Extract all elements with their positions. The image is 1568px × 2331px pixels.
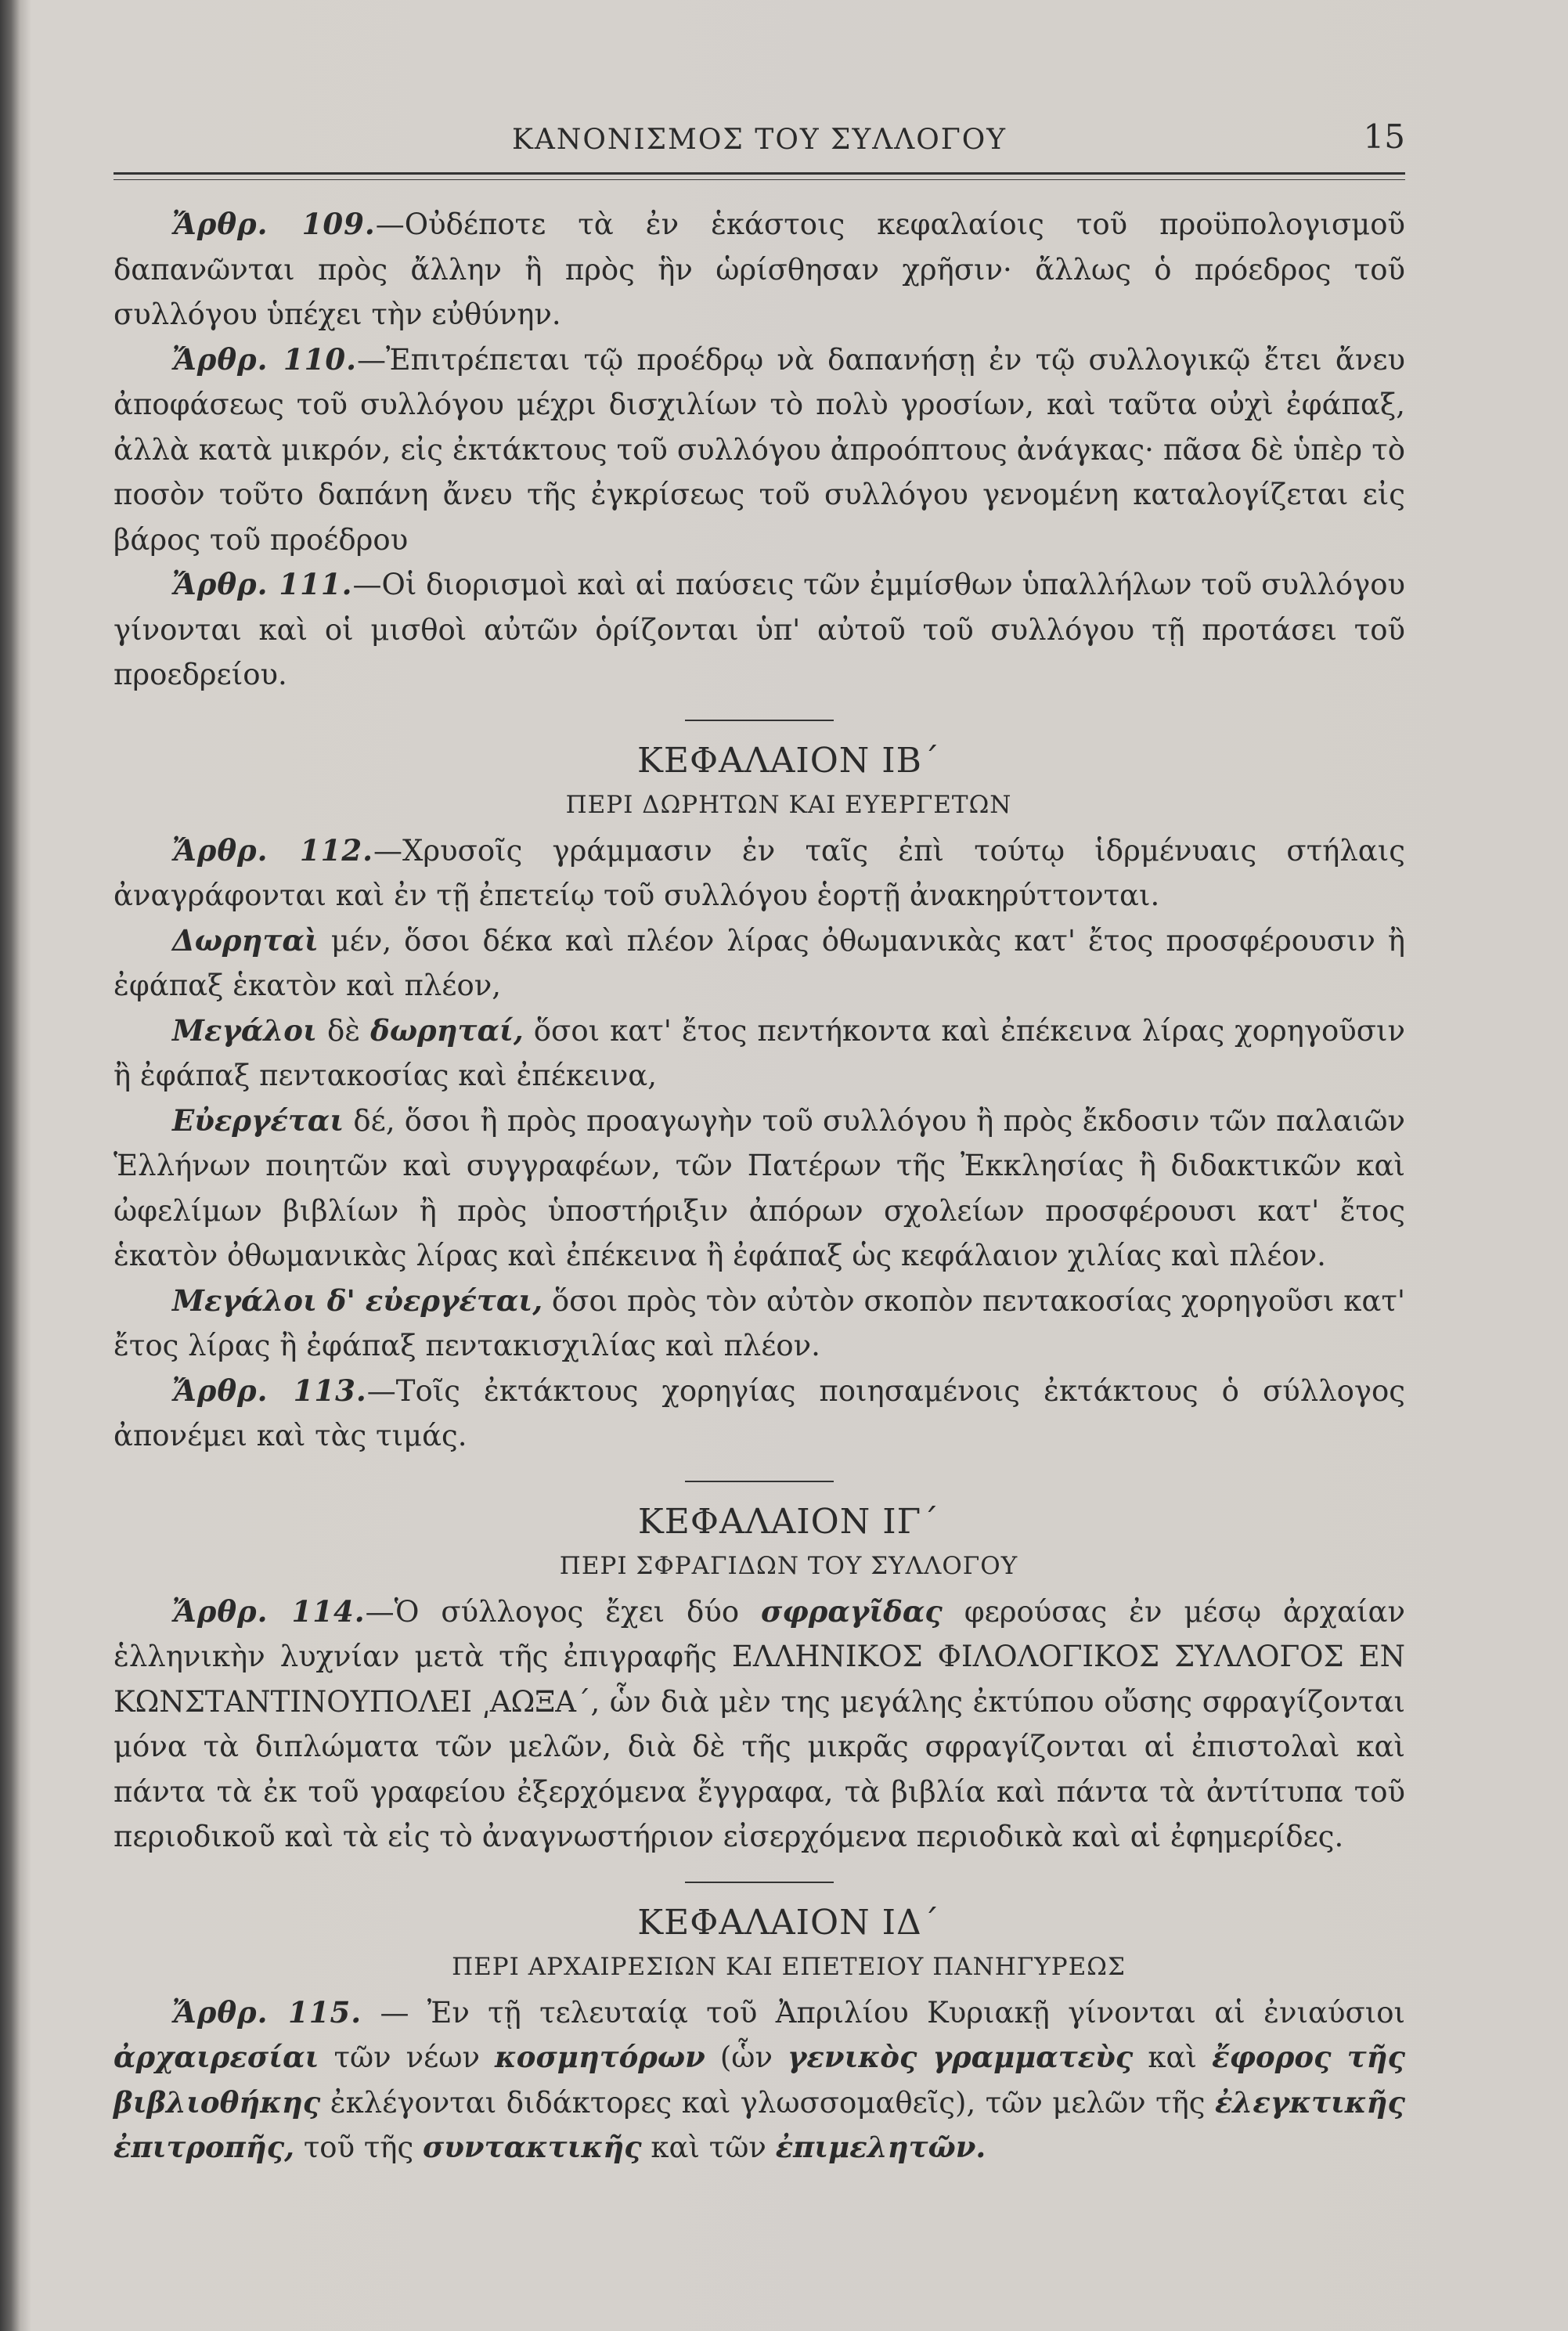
article-label: Ἄρθρ. 112. [172,832,373,868]
section-divider [685,720,834,721]
section-divider [685,1481,834,1482]
article-112 [114,828,1405,918]
keyword: κοσμητόρων [495,2040,705,2074]
keyword: ἐλεγκτικῆς ἐπιτροπῆς, [114,2084,1405,2164]
keyword: ἐπιμελητῶν. [775,2130,986,2164]
article-text: (ὧν [705,2041,788,2074]
article-110 [114,337,1405,563]
article-text: —Χρυσοῖς γράμμασιν ἐν ταῖς ἐπὶ τούτῳ ἱδρμένυαις στήλαις ἀναγράφονται καὶ ἐν τῇ ἐπετείῳ τοῦ συλλόγου ἑορτῇ ἀνακηρύττονται. [114,833,1405,912]
article-text: τοῦ τῆς [294,2131,423,2164]
article-label: Ἄρθρ. 111. [172,567,353,601]
article-label: Ἄρθρ. 110. [172,341,358,377]
article-112-great-donors [114,1009,1405,1099]
chapter-title: ΚΕΦΑΛΑΙΟΝ ΙΔ΄ [637,1902,940,1943]
page-number: 15 [1363,117,1405,156]
keyword: Μεγάλοι [172,1012,317,1048]
article-label: Ἄρθρ. 109. [172,207,376,241]
body-text [114,202,1405,2170]
article-label: Ἄρθρ. 114. [172,1593,366,1629]
article-text: ὅσοι πρὸς τὸν αὐτὸν σκοπὸν πεντακοσίας χορηγοῦσι κατ' ἔτος λίρας ἢ ἐφάπαξ πεντακισχιλίας καὶ πλέον. [114,1283,1405,1362]
article-text: —Ἐπιτρέπεται τῷ προέδρῳ νὰ δαπανήσῃ ἐν τῷ συλλογικῷ ἔτει ἄνευ ἀποφάσεως τοῦ συλλόγου μέχρι δισχιλίων τὸ πολὺ γροσίων, καὶ ταῦτα οὐχὶ ἐφάπαξ, ἀλλὰ κατὰ μικρόν, εἰς ἐκτάκτους τοῦ συλλόγου ἀπροόπτους ἀνάγκας· πᾶσα δὲ ὑπὲρ τὸ ποσὸν τοῦτο δαπάνη ἄνευ τῆς ἐγκρίσεως τοῦ συλλόγου γενομένη καταλογίζεται εἰς βάρος τοῦ προέδρου [114,342,1405,557]
article-text: —Οὐδέποτε τὰ ἐν ἑκάστοις κεφαλαίοις τοῦ προϋπολογισμοῦ δαπανῶνται πρὸς ἄλλην ἢ πρὸς ἣν ὡρίσθησαν χρῆσιν· ἄλλως ὁ πρόεδρος τοῦ συλλόγου ὑπέχει τὴν εὐθύνην. [114,207,1405,331]
article-112-donors [114,918,1405,1009]
keyword: Εὐεργέται [172,1102,344,1138]
keyword: συντακτικῆς [422,2130,642,2164]
article-text: τῶν νέων [319,2041,496,2074]
article-text: ὅσοι κατ' ἔτος πεντήκοντα καὶ ἐπέκεινα λίρας χορηγοῦσιν ἢ ἐφάπαξ πεντακοσίας καὶ ἐπέκεινα, [114,1013,1405,1092]
article-109 [114,202,1405,337]
keyword: ἔφορος τῆς βιβλιοθήκης [114,2040,1406,2120]
header-rule [114,172,1405,180]
chapter-subtitle: ΠΕΡΙ ΑΡΧΑΙΡΕΣΙΩΝ ΚΑΙ ΕΠΕΤΕΙΟΥ ΠΑΝΗΓΥΡΕΩΣ [452,1953,1126,1981]
article-112-benefactors [114,1099,1405,1279]
article-text: —Οἱ διορισμοὶ καὶ αἱ παύσεις τῶν ἐμμίσθων ὑπαλλήλων τοῦ συλλόγου γίνονται καὶ οἱ μισθοὶ αὐτῶν ὁρίζονται ὑπ' αὐτοῦ τοῦ συλλόγου τῇ προτάσει τοῦ προεδρείου. [114,568,1406,691]
article-113 [114,1369,1405,1459]
keyword: Δωρηταὶ [172,922,319,958]
article-text: δὲ [316,1013,371,1048]
chapter-title: ΚΕΦΑΛΑΙΟΝ ΙΒ΄ [636,740,941,781]
article-text: ἐκλέγονται διδάκτορες καὶ γλωσσομαθεῖς), τῶν μελῶν τῆς [320,2085,1215,2120]
article-111 [114,562,1405,698]
keyword: ἀρχαιρεσίαι [114,2040,319,2074]
article-text: καὶ [1133,2041,1213,2074]
article-114 [114,1589,1405,1860]
chapter-subtitle: ΠΕΡΙ ΣΦΡΑΓΙΔΩΝ ΤΟΥ ΣΥΛΛΟΓΟΥ [559,1552,1018,1580]
article-text: καὶ τῶν [641,2131,776,2164]
article-115 [114,1990,1405,2170]
article-text: —Τοῖς ἐκτάκτους χορηγίας ποιησαμένοις ἐκτάκτους ὁ σύλλογος ἀπονέμει καὶ τὰς τιμάς. [114,1373,1405,1452]
article-text: μέν, ὅσοι δέκα καὶ πλέον λίρας ὀθωμανικὰς κατ' ἔτος προσφέρουσιν ἢ ἐφάπαξ ἑκατὸν καὶ πλέον, [114,923,1405,1002]
article-label: Ἄρθρ. 115. [172,1994,362,2030]
chapter-title: ΚΕΦΑΛΑΙΟΝ ΙΓ΄ [637,1501,940,1542]
article-text: φερούσας ἐν μέσῳ ἀρχαίαν ἑλληνικὴν λυχνίαν μετὰ τῆς ἐπιγραφῆς ΕΛΛΗΝΙΚΟΣ ΦΙΛΟΛΟΓΙΚΟΣ ΣΥΛΛΟΓΟΣ ΕΝ ΚΩΝΣΤΑΝΤΙΝΟΥΠΟΛΕΙ ͵ΑΩΞΑ΄, ὧν διὰ μὲν της μεγάλης ἐκτύπου οὔσης σφραγίζονται μόνα τὰ διπλώματα τῶν μελῶν, διὰ δὲ τῆς μικρᾶς σφραγίζονται αἱ ἐπιστολαὶ καὶ πάντα τὰ ἐκ τοῦ γραφείου ἐξερχόμενα ἔγγραφα, τὰ βιβλία καὶ πάντα τὰ ἀντίτυπα τοῦ περιοδικοῦ καὶ τὰ εἰς τὸ ἀναγνωστήριον εἰσερχόμενα περιοδικὰ καὶ αἱ ἐφημερίδες. [114,1594,1405,1853]
running-head [114,117,1405,164]
section-divider [685,1882,834,1883]
article-text: δέ, ὅσοι ἢ πρὸς προαγωγὴν τοῦ συλλόγου ἢ πρὸς ἔκδοσιν τῶν παλαιῶν Ἑλλήνων ποιητῶν καὶ συγγραφέων, τῶν Πατέρων τῆς Ἐκκλησίας ἢ διδακτικῶν καὶ ὠφελίμων βιβλίων ἢ πρὸς ὑποστήριξιν ἀπόρων σχολείων προσφέρουσι κατ' ἔτος ἑκατὸν ὀθωμανικὰς λίρας καὶ ἐπέκεινα ἢ ἐφάπαξ ὡς κεφάλαιον χιλίας καὶ πλέον. [114,1103,1405,1272]
keyword: δωρηταί, [370,1012,524,1048]
article-label: Ἄρθρ. 113. [172,1373,367,1408]
chapter-subtitle: ΠΕΡΙ ΔΩΡΗΤΩΝ ΚΑΙ ΕΥΕΡΓΕΤΩΝ [565,791,1012,819]
article-text: — Ἐν τῇ τελευταίᾳ τοῦ Ἀπριλίου Κυριακῇ γίνονται αἱ ἐνιαύσιοι [362,1995,1405,2030]
keyword: Μεγάλοι δ' εὐεργέται, [172,1283,543,1318]
article-text: —Ὁ σύλλογος ἔχει δύο [365,1594,761,1629]
keyword: γενικὸς γραμματεὺς [788,2040,1134,2074]
article-112-great-benefactors [114,1279,1405,1369]
keyword: σφραγῖδας [760,1593,943,1629]
running-title: ΚΑΝΟΝΙΣΜΟΣ ΤΟΥ ΣΥΛΛΟΓΟΥ [511,124,1007,156]
